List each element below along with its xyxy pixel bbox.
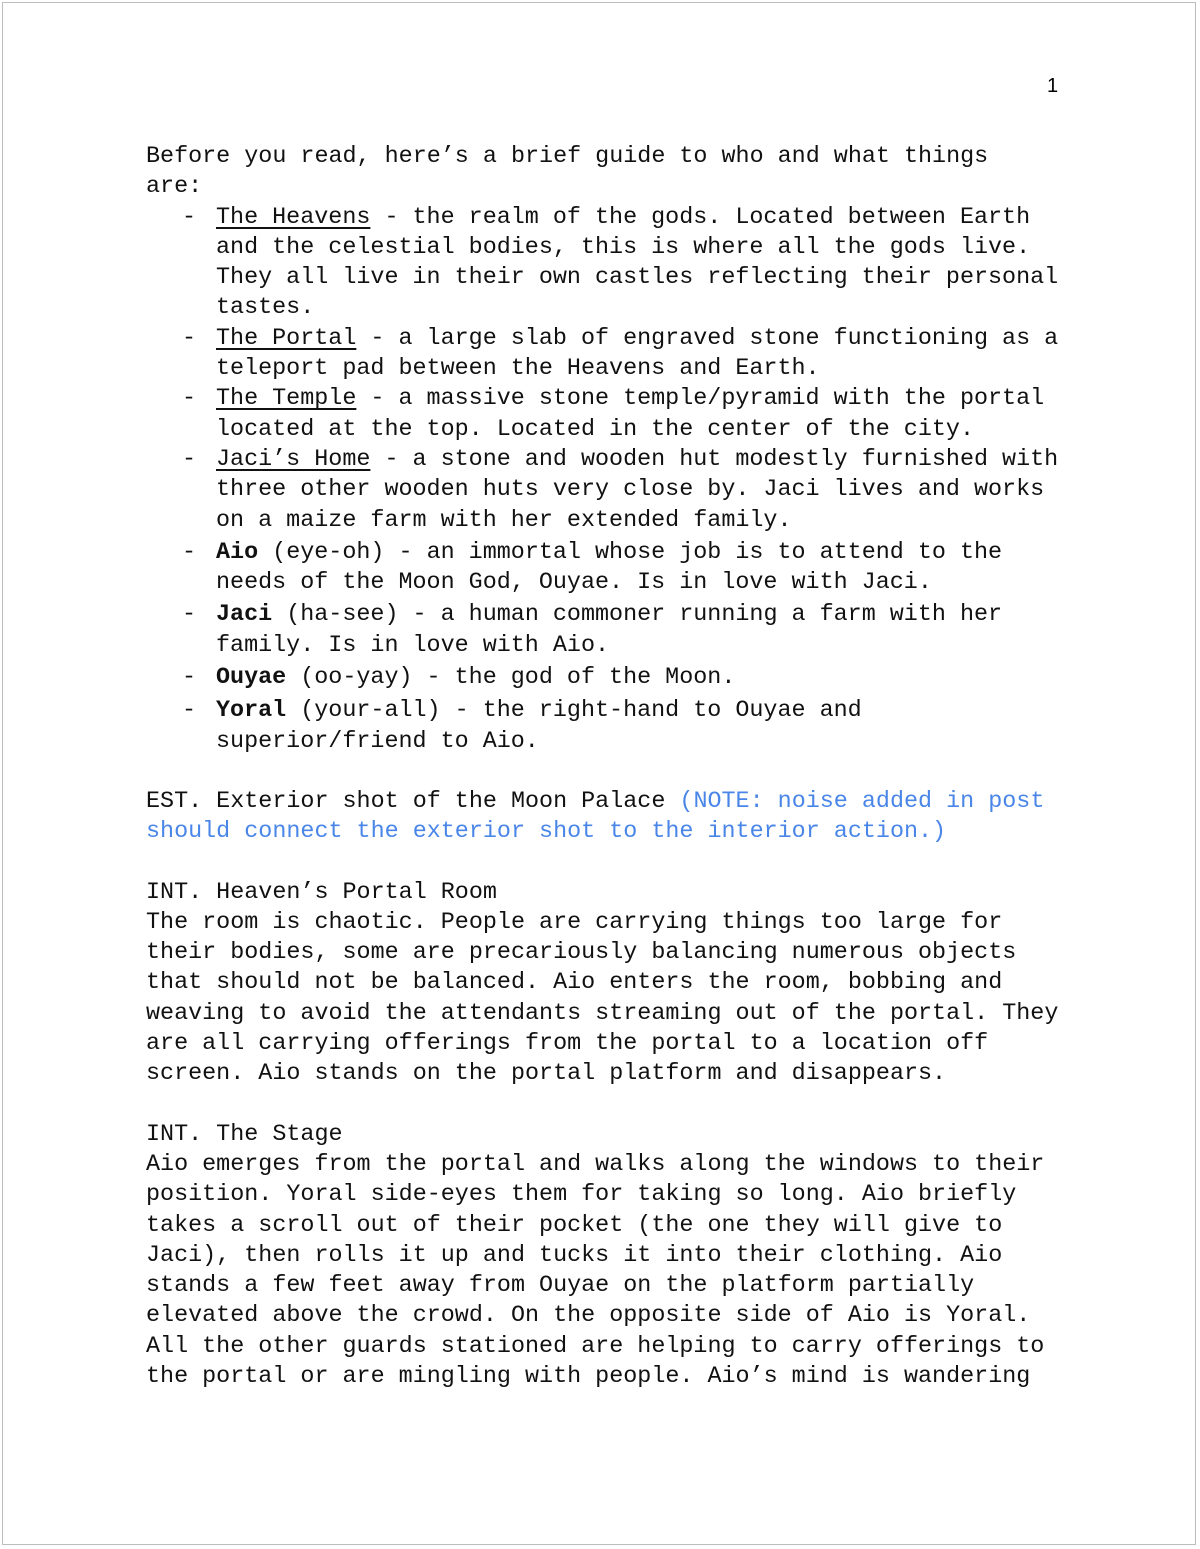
guide-term: Yoral [216, 698, 287, 725]
guide-term: Jaci [216, 602, 273, 629]
guide-term: Jaci’s Home [216, 446, 371, 473]
guide-description: - the realm of the gods. Located between Earth and the celestial bodies, this is where all the gods live. They all live in their own castles reflecting their personal tastes. [216, 204, 1059, 322]
guide-description: - a stone and wooden hut modestly furnished with three other wooden huts very close by. Jaci lives and works on a maize farm with her extended family. [216, 446, 1059, 534]
guide-term: The Temple [216, 386, 357, 413]
guide-description: (eye-oh) - an immortal whose job is to attend to the needs of the Moon God, Ouyae. Is in love with Jaci. [216, 539, 1003, 597]
scene-heading-portal-room: INT. Heaven’s Portal Room [146, 879, 497, 906]
guide-term: Aio [216, 539, 259, 566]
guide-item-portal [146, 324, 1061, 385]
guide-item-temple [146, 384, 1061, 445]
guide-item-aio [146, 538, 1061, 599]
guide-description: (your-all) - the right-hand to Ouyae and superior/friend to Aio. [216, 698, 862, 755]
guide-item-ouyae [146, 663, 1061, 693]
page-number: 1 [1047, 75, 1059, 97]
guide-term: The Heavens [216, 204, 371, 231]
scene-body-stage: Aio emerges from the portal and walks along the windows to their position. Yoral side-eyes them for taking so long. Aio briefly takes a scroll out of their pocket (the one they will give to Jaci), then rolls it up and tucks it into their clothing. Aio stands a few feet away from Ouyae on the platform partially elevated above the crowd. On the opposite side of Aio is Yoral. All the other guards stationed are helping to carry offerings to the portal or are mingling with people. Aio’s mind is wandering [146, 1151, 1045, 1390]
list-dash: - [182, 698, 197, 725]
guide-term: Ouyae [216, 665, 287, 692]
establishing-shot [146, 787, 1061, 848]
guide-item-yoral [146, 696, 1061, 757]
scene-body-portal-room: The room is chaotic. People are carrying things too large for their bodies, some are precariously balancing numerous objects that should not be balanced. Aio enters the room, bobbing and weaving to avoid the attendants streaming out of the portal. They are all carrying offerings from the portal to a location off screen. Aio stands on the portal platform and disappears. [146, 909, 1059, 1088]
guide-description: (ha-see) - a human commoner running a farm with her family. Is in love with Aio. [216, 602, 1003, 659]
script-content [146, 142, 1061, 1392]
list-dash: - [182, 204, 197, 231]
list-dash: - [182, 325, 197, 352]
list-dash: - [182, 665, 197, 692]
intro-paragraph: Before you read, here’s a brief guide to who and what things are: [146, 144, 989, 201]
list-dash: - [182, 446, 197, 473]
guide-description: - a large slab of engraved stone functioning as a teleport pad between the Heavens and Earth. [216, 325, 1059, 383]
character-guide-list [146, 203, 1061, 757]
guide-item-jaci [146, 600, 1061, 661]
production-note: (NOTE: noise added in post should connect the exterior shot to the interior action.) [146, 788, 1045, 846]
guide-term: The Portal [216, 325, 357, 352]
guide-item-jacis-home [146, 445, 1061, 536]
guide-description: - a massive stone temple/pyramid with the portal located at the top. Located in the center of the city. [216, 386, 1045, 443]
list-dash: - [182, 539, 197, 566]
scene-heading-stage: INT. The Stage [146, 1121, 343, 1148]
list-dash: - [182, 386, 197, 413]
list-dash: - [182, 602, 197, 629]
document-page [2, 2, 1196, 1545]
guide-item-heavens [146, 203, 1061, 324]
establishing-shot-text: EST. Exterior shot of the Moon Palace [146, 788, 680, 815]
guide-description: (oo-yay) - the god of the Moon. [286, 665, 736, 692]
